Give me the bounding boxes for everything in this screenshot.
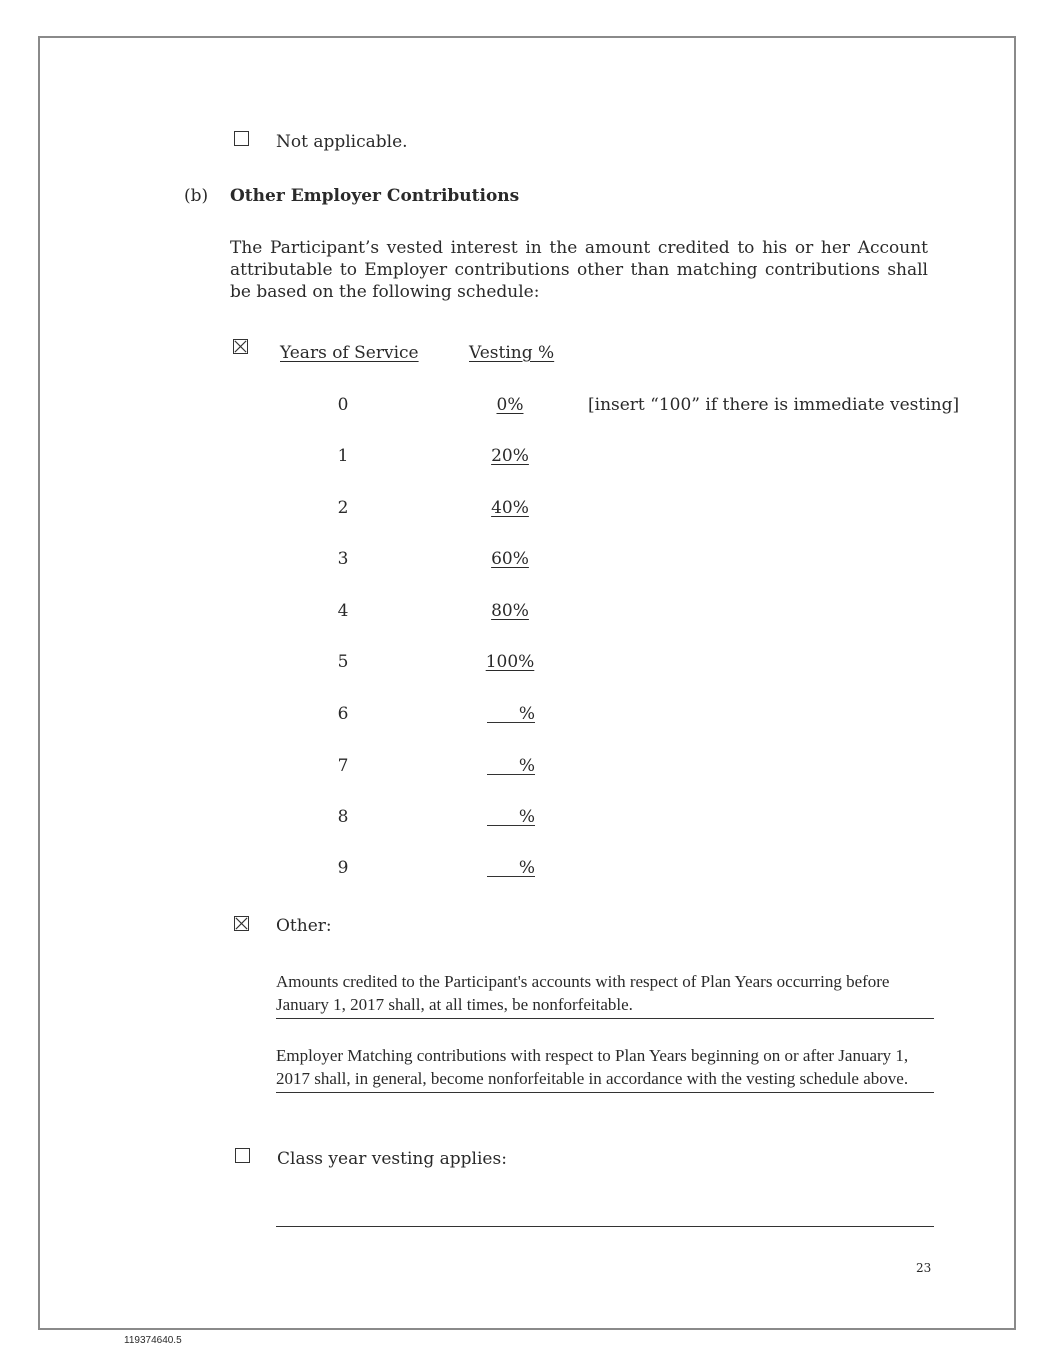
col-vesting-header: Vesting % (469, 343, 555, 363)
not-applicable-label: Not applicable. (276, 132, 408, 152)
years-value: 2 (337, 498, 349, 518)
vesting-value[interactable]: 100% (485, 652, 535, 672)
vesting-blank[interactable]: % (487, 703, 535, 723)
years-value: 7 (337, 756, 349, 776)
class-year-blank-line[interactable] (276, 1226, 934, 1227)
years-value: 8 (337, 807, 349, 827)
checked-x-icon (235, 917, 248, 930)
vesting-value[interactable]: 20% (491, 446, 529, 466)
col-years-header: Years of Service (280, 343, 419, 363)
section-marker: (b) (184, 186, 209, 206)
page-border (38, 36, 1016, 1330)
class-year-label: Class year vesting applies: (277, 1149, 507, 1169)
years-value: 4 (337, 601, 349, 621)
years-value: 6 (337, 704, 349, 724)
other-label: Other: (276, 916, 332, 936)
vesting-value[interactable]: 40% (491, 498, 529, 518)
years-value: 5 (337, 652, 349, 672)
checked-x-icon (234, 340, 247, 353)
section-paragraph: The Participant’s vested interest in the amount credited to his or her Account attributable to Employer contributions other than matching contributions shall be based on the following schedule: (230, 238, 928, 302)
years-value: 3 (337, 549, 349, 569)
other-text-field-1[interactable]: Amounts credited to the Participant's accounts with respect of Plan Years occurring before January 1, 2017 shall, at all times, be nonforfeitable. (276, 970, 934, 1019)
class-year-checkbox[interactable] (235, 1148, 250, 1163)
years-value: 9 (337, 858, 349, 878)
vesting-blank[interactable]: % (487, 857, 535, 877)
page-number: 23 (916, 1261, 932, 1275)
schedule-note: [insert “100” if there is immediate vesting] (588, 395, 960, 415)
schedule-checkbox[interactable] (233, 339, 248, 354)
other-text-field-2[interactable]: Employer Matching contributions with respect to Plan Years beginning on or after January 1, 2017 shall, in general, become nonforfeitable in accordance with the vesting schedule above. (276, 1044, 934, 1093)
years-value: 0 (337, 395, 349, 415)
vesting-value[interactable]: 0% (496, 395, 524, 415)
other-checkbox[interactable] (234, 916, 249, 931)
years-value: 1 (337, 446, 349, 466)
not-applicable-checkbox[interactable] (234, 131, 249, 146)
vesting-value[interactable]: 80% (491, 601, 529, 621)
vesting-blank[interactable]: % (487, 755, 535, 775)
document-id: 119374640.5 (124, 1335, 182, 1346)
vesting-value[interactable]: 60% (491, 549, 529, 569)
section-heading: Other Employer Contributions (230, 186, 520, 206)
vesting-blank[interactable]: % (487, 806, 535, 826)
